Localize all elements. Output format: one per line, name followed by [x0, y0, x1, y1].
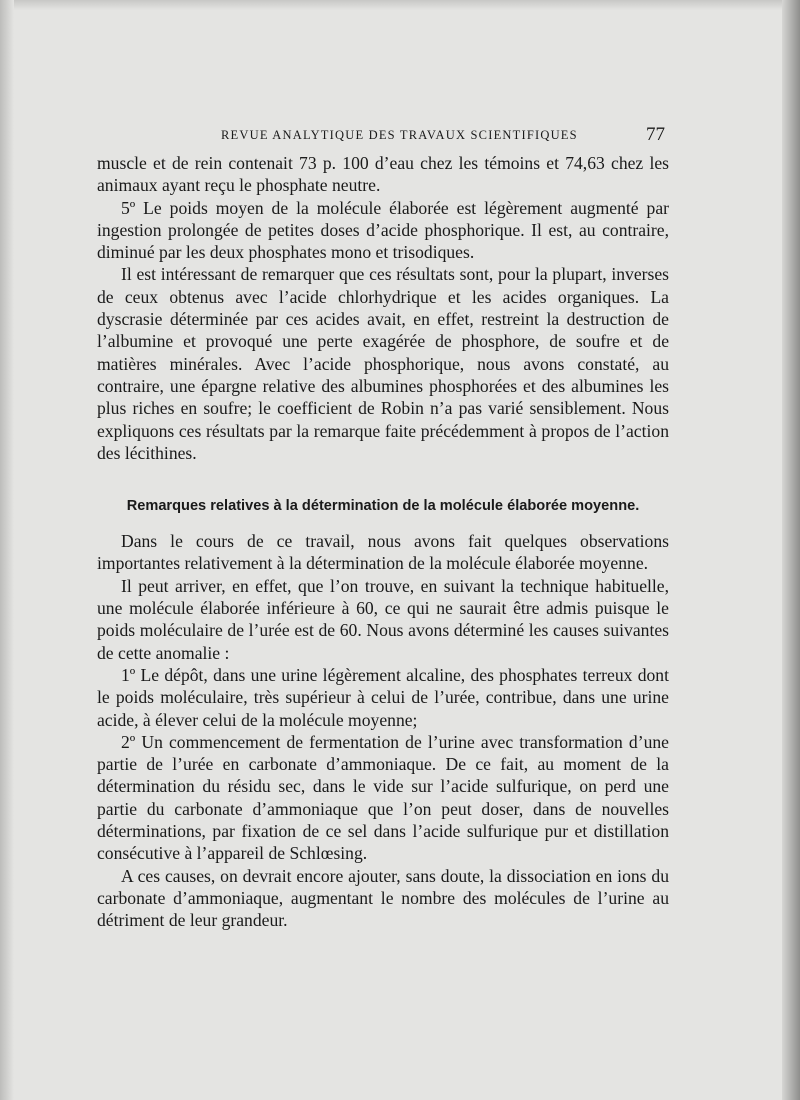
- paragraph-point-5: 5º Le poids moyen de la molécule élaborée est légèrement augmenté par ingestion prolongée de petites doses d’acide phosphorique. Il est, au contraire, diminué par les deux phosphates mono et trisodiques.: [97, 197, 669, 263]
- running-title: REVUE ANALYTIQUE DES TRAVAUX SCIENTIFIQUES: [221, 128, 578, 142]
- paragraph-dissociation: A ces causes, on devrait encore ajouter, sans doute, la dissociation en ions du carbonate d’ammoniaque, augmentant le nombre des molécules de l’urine au détriment de leur grandeur.: [97, 865, 669, 931]
- paragraph-continued: muscle et de rein contenait 73 p. 100 d’eau chez les témoins et 74,63 chez les animaux ayant reçu le phosphate neutre.: [97, 153, 669, 196]
- page-number: 77: [646, 124, 665, 145]
- paragraph-comparison: Il est intéressant de remarquer que ces résultats sont, pour la plupart, inverses de ceux obtenus avec l’acide chlorhydrique et les acides organiques. La dyscrasie déterminée par ces acides avait, en effet, restreint la destruction de l’albumine et provoqué une perte exagérée de phosphore, de soufre et de matières minérales. Avec l’acide phosphorique, nous avons constaté, au contraire, une épargne relative des albumines phosphorées et des albumines les plus riches en soufre; le coefficient de Robin n’a pas varié sensiblement. Nous expliquons ces résultats par la remarque faite précédemment à propos de l’action des lécithines.: [97, 264, 669, 463]
- paragraph-anomaly: Il peut arriver, en effet, que l’on trouve, en suivant la technique habituelle, une molécule élaborée inférieure à 60, ce qui ne saurait être admis puisque le poids moléculaire de l’urée est de 60. Nous avons déterminé les causes suivantes de cette anomalie :: [97, 575, 669, 663]
- paragraph-cause-1: 1º Le dépôt, dans une urine légèrement alcaline, des phosphates terreux dont le poids moléculaire, très supérieur à celui de l’urée, contribue, dans une urine acide, à élever celui de la molécule moyenne;: [97, 664, 669, 730]
- running-header: [97, 124, 669, 152]
- paragraph-cause-2: 2º Un commencement de fermentation de l’urine avec transformation d’une partie de l’urée en carbonate d’ammoniaque. De ce fait, au moment de la détermination du résidu sec, dans le vide sur l’acide sulfurique, on perd une partie du carbonate d’ammoniaque que l’on peut doser, dans de nouvelles déterminations, par fixation de ce sel dans l’acide sulfurique pur et distillation consécutive à l’appareil de Schlœsing.: [97, 731, 669, 864]
- paragraph-observations: Dans le cours de ce travail, nous avons fait quelques observations importantes relativement à la détermination de la molécule élaborée moyenne.: [97, 531, 669, 574]
- document-page: [97, 124, 669, 932]
- scan-edge-right: [782, 0, 800, 1100]
- scan-edge-top: [0, 0, 800, 10]
- section-heading: Remarques relatives à la détermination de la molécule élaborée moyenne.: [126, 498, 640, 515]
- scan-edge-left: [0, 0, 14, 1100]
